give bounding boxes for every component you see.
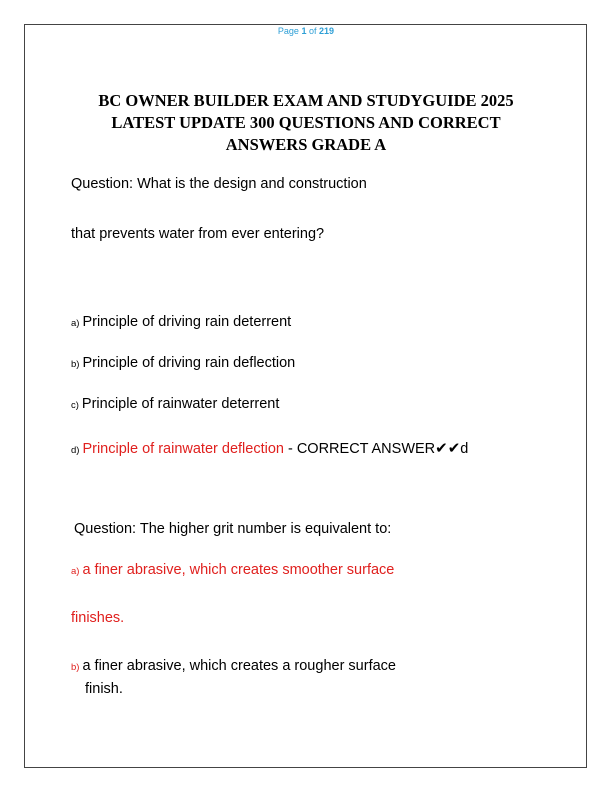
option-text: Principle of driving rain deflection bbox=[82, 355, 296, 371]
checkmark-icon: ✔✔ bbox=[435, 439, 461, 457]
option-text: Principle of rainwater deterrent bbox=[81, 396, 280, 412]
page-prefix: Page bbox=[277, 26, 299, 36]
q2-option-a bbox=[71, 562, 394, 578]
option-text: a finer abrasive, which creates a rougher surface bbox=[82, 658, 396, 674]
page-current: 1 bbox=[301, 26, 307, 36]
correct-option-text: Principle of rainwater deflection bbox=[82, 441, 284, 457]
option-marker: a) bbox=[71, 566, 80, 577]
title-line-1: BC OWNER BUILDER EXAM AND STUDYGUIDE 2025 bbox=[98, 91, 514, 110]
page-of: of bbox=[309, 26, 317, 36]
option-marker: a) bbox=[71, 318, 80, 329]
q2-option-b-continued: finish. bbox=[85, 681, 123, 697]
q2-option-a-continued: finishes. bbox=[71, 610, 125, 626]
page-total: 219 bbox=[319, 26, 335, 36]
correct-answer-label: - CORRECT ANSWER bbox=[283, 441, 436, 457]
q2-question: Question: The higher grit number is equivalent to: bbox=[74, 521, 392, 537]
title-line-2: LATEST UPDATE 300 QUESTIONS AND CORRECT bbox=[111, 113, 501, 132]
q1-option-c bbox=[71, 396, 279, 412]
page-number bbox=[0, 26, 612, 36]
option-text: Principle of driving rain deterrent bbox=[82, 314, 292, 330]
q1-question-line-2: that prevents water from ever entering? bbox=[71, 226, 325, 242]
correct-letter: d bbox=[460, 441, 469, 457]
q1-option-a bbox=[71, 314, 291, 330]
q1-option-b bbox=[71, 355, 295, 371]
q1-option-d bbox=[71, 439, 468, 457]
option-marker: c) bbox=[71, 400, 79, 411]
q2-option-b bbox=[71, 658, 396, 674]
option-marker: b) bbox=[71, 359, 80, 370]
correct-option-text: a finer abrasive, which creates smoother surface bbox=[82, 562, 395, 578]
q1-question-line-1: Question: What is the design and construction bbox=[71, 176, 367, 192]
option-marker: d) bbox=[71, 445, 80, 456]
document-title bbox=[60, 90, 552, 156]
title-line-3: ANSWERS GRADE A bbox=[225, 135, 387, 154]
option-marker: b) bbox=[71, 662, 80, 673]
